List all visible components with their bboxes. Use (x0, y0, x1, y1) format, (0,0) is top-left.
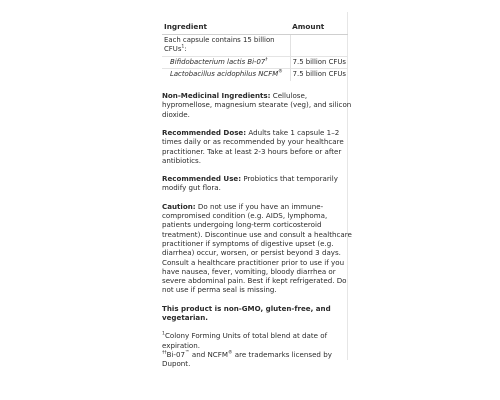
ingredient-name-cell (162, 69, 290, 81)
footnote-2-tail: are trademarks licensed by Dupont. (162, 349, 332, 369)
footnotes (162, 331, 352, 368)
intro-text: Each capsule contains 15 billion CFUs (164, 36, 275, 53)
dose-text: Adults take 1 capsule 1–2 times daily or as recommended by your healthcare practitioner. Take at least 2-3 hours before or after antibiotics. (162, 128, 344, 165)
caution-text: Do not use if you have an immune-compromised condition (e.g. AIDS, lymphoma, patients undergoing long-term corticosteroid treatment). Discontinue use and consult a healthcare practitioner if symptoms of digestive upset (e.g. diarrhea) occur, worsen, or persist beyond 3 days. Consult a healthcare practitioner prior to use if you have nausea, fever, vomiting, bloody diarrhea or severe abdominal pain. Best if kept refrigerated. Do not use if perma seal is missing. (162, 201, 352, 295)
footnote-1-mark: 1 (162, 331, 165, 337)
footnote-2 (162, 350, 352, 369)
ingredient-mark: † (265, 57, 268, 63)
ingredient-amount: 7.5 billion CFUs (290, 69, 348, 81)
footnote-2-mark: †† (162, 350, 167, 356)
footnote-2-bi07: Bi-07 (166, 349, 186, 359)
non-medicinal-title: Non-Medicinal Ingredients: (162, 91, 271, 101)
table-row (162, 69, 348, 81)
table-row (162, 56, 348, 69)
non-medicinal-section (162, 91, 352, 119)
use-text: Probiotics that temporarily modify gut flora. (162, 174, 338, 193)
caution-title: Caution: (162, 201, 196, 211)
table-header-row (162, 20, 348, 35)
header-amount: Amount (290, 20, 348, 35)
ingredient-name: Lactobacillus acidophilus NCFM (170, 70, 279, 79)
table-row-intro (162, 35, 348, 56)
footnote-1 (162, 331, 352, 350)
ingredient-name: Bifidobacterium lactis Bi-07 (170, 57, 266, 66)
non-gmo-statement: This product is non-GMO, gluten-free, and vegetarian. (162, 303, 331, 323)
use-title: Recommended Use: (162, 174, 242, 184)
supplement-facts-panel (162, 20, 352, 369)
intro-amount-cell (290, 35, 348, 56)
ingredient-mark: ® (278, 70, 283, 76)
ingredient-amount: 7.5 billion CFUs (290, 56, 348, 69)
intro-cell: Each capsule contains 15 billion CFUs$^1$: (164, 36, 275, 53)
use-section (162, 174, 352, 193)
ingredient-name-cell (162, 56, 290, 69)
caution-section (162, 202, 352, 295)
intro-footnote-mark: 1 (181, 44, 185, 50)
header-ingredient: Ingredient (162, 20, 290, 35)
footnote-2-tm: ™ (185, 350, 190, 356)
dose-title: Recommended Dose: (162, 128, 247, 137)
footnote-2-reg: ® (227, 350, 233, 356)
dose-section (162, 128, 352, 165)
non-medicinal-text: Cellulose, hypromellose, magnesium stearate (veg), and silicon dioxide. (162, 91, 352, 119)
footnote-1-text: Colony Forming Units of total blend at date of expiration. (162, 331, 328, 350)
ingredients-table (162, 20, 348, 81)
footnote-2-ncfm: and NCFM (189, 349, 228, 359)
